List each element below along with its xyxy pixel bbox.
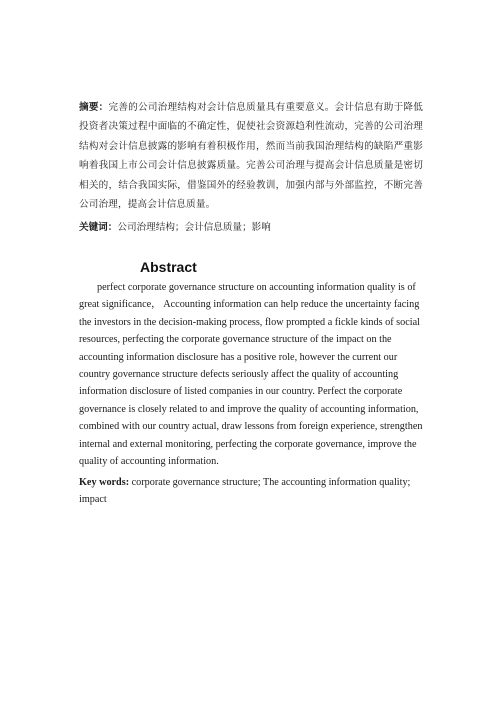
english-abstract-title: Abstract	[140, 259, 197, 275]
english-keywords-label: Key words:	[79, 477, 130, 488]
chinese-abstract	[79, 98, 423, 214]
chinese-abstract-text: 完善的公司治理结构对会计信息质量具有重要意义。会计信息有助于降低投资者决策过程中面临的不确定性，促使社会资源趋利性流动，完善的公司治理结构对会计信息披露的影响有着积极作用，然而当前我国治理结构的缺陷严重影响着我国上市公司会计信息披露质量。完善公司治理与提高会计信息质量是密切相关的，结合我国实际，借鉴国外的经验教训，加强内部与外部监控，不断完善公司治理，提高会计信息质量。	[79, 102, 423, 211]
chinese-abstract-label: 摘要：	[79, 102, 109, 113]
chinese-keywords-label: 关键词：	[79, 222, 118, 233]
chinese-keywords	[79, 218, 423, 237]
english-keywords-text: corporate governance structure; The accounting information quality; impact	[79, 477, 411, 506]
english-abstract-text: perfect corporate governance structure on accounting information quality is of great significance， Accounting information can help reduce the uncertainty facing the investors in the decision-making process, flow prompted a fickle kinds of social resources, perfecting the corporate governance structure of the impact on the accounting information disclosure has a positive role, however the current our country governance structure defects seriously affect the quality of accounting information disclosure of listed companies in our country. Perfect the corporate governance is closely related to and improve the quality of accounting information, combined with our country actual, draw lessons from foreign experience, strengthen internal and external monitoring, perfecting the corporate governance, improve the quality of accounting information.	[79, 282, 423, 468]
chinese-keywords-text: 公司治理结构；会计信息质量；影响	[117, 222, 271, 233]
english-keywords	[79, 474, 423, 509]
